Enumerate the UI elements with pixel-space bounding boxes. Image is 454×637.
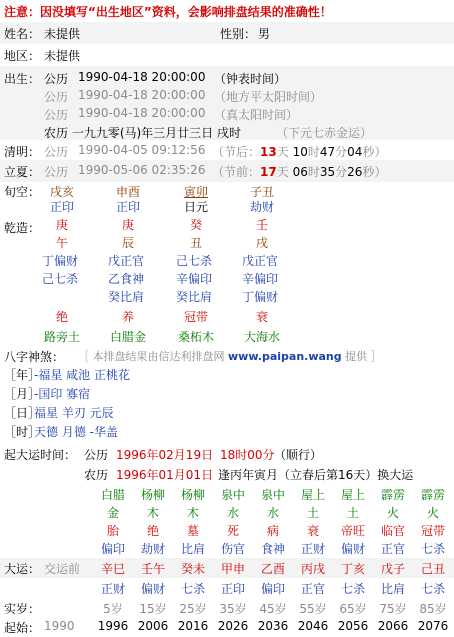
dayun-elem-4: 水 xyxy=(226,506,239,520)
year-val-6: 2046 xyxy=(297,619,329,633)
ss-hour-tag: ［时］ xyxy=(4,425,41,439)
qiyun-dir: （顺行） xyxy=(274,448,323,462)
age-val-4: 35岁 xyxy=(219,602,247,616)
birth-label: 出生： xyxy=(4,72,41,86)
birth-dt-1: 1990-04-18 20:00:00 xyxy=(78,70,206,84)
birth-dt-2: 1990-04-18 20:00:00 xyxy=(78,88,206,102)
hidden-y-2: 己七杀 xyxy=(42,272,79,286)
qingming-row xyxy=(0,140,454,162)
year-val-4: 2026 xyxy=(217,619,249,633)
ss-year-tag: ［年］ xyxy=(4,368,41,382)
dayun-ss2-2: 偏财 xyxy=(140,582,165,596)
birth-lunar: 农历 一九九零(马)年三月廿三日 戌时 xyxy=(44,126,241,140)
xunkong-day: 寅卯 xyxy=(183,185,208,199)
qiyun-label: 起大运时间： xyxy=(4,448,77,462)
dayun-nayin-5: 泉中 xyxy=(260,488,285,502)
dayun-ss2-5: 偏印 xyxy=(260,582,285,596)
stem-year: 庚 xyxy=(55,218,68,232)
lixia-label: 立夏： xyxy=(4,165,41,179)
nayin-year: 路旁土 xyxy=(43,330,80,344)
branch-day: 丑 xyxy=(189,236,202,250)
site-link[interactable]: www.paipan.wang xyxy=(228,350,342,363)
hidden-d-1: 己七杀 xyxy=(176,254,213,268)
qianzao-row xyxy=(0,216,454,256)
dayun-gz-5: 乙酉 xyxy=(260,562,285,576)
ss-day: 福星 羊刃 元辰 xyxy=(34,406,114,420)
stem-month: 庚 xyxy=(121,218,134,232)
dayun-nayin-6: 屋上 xyxy=(300,488,325,502)
dayun-ss-3: 比肩 xyxy=(180,542,205,556)
qiyun2-mid: 逢丙年寅月（立春后第16天）换大运 xyxy=(218,468,414,482)
qingming-dt: 1990-04-05 09:12:56 xyxy=(78,143,206,157)
birth-dt-3: 1990-04-18 20:00:00 xyxy=(78,106,206,120)
lixia-cal: 公历 xyxy=(44,165,69,179)
dayun-nayin-2: 杨柳 xyxy=(140,488,165,502)
hidden-h-2: 辛偏印 xyxy=(242,272,279,286)
dayun-ss-8: 正官 xyxy=(380,542,405,556)
nayin-month: 白腊金 xyxy=(109,330,146,344)
lixia-dt: 1990-05-06 02:35:26 xyxy=(78,163,206,177)
dayun-ss-6: 正财 xyxy=(300,542,325,556)
shishen-hour: 劫财 xyxy=(249,200,274,214)
dayun-elem-6: 土 xyxy=(306,506,319,520)
birth-block xyxy=(0,66,454,140)
age-label: 实岁： xyxy=(4,602,41,616)
age-val-1: 5岁 xyxy=(103,602,123,616)
cs-month: 养 xyxy=(121,310,134,324)
year-val-5: 2036 xyxy=(257,619,289,633)
hidden-stems xyxy=(0,252,454,308)
year-val-2: 2006 xyxy=(137,619,169,633)
cs-year: 绝 xyxy=(55,310,68,324)
age-val-5: 45岁 xyxy=(259,602,287,616)
hidden-d-2: 辛偏印 xyxy=(176,272,213,286)
age-val-8: 75岁 xyxy=(379,602,407,616)
dayun-nayin-8: 霹雳 xyxy=(380,488,405,502)
qiyun-row xyxy=(0,444,454,464)
dayun-cs-6: 衰 xyxy=(306,524,319,538)
xunkong-hour: 子丑 xyxy=(249,185,274,199)
dayun-ss2-9: 七杀 xyxy=(420,582,445,596)
xunkong-year: 戌亥 xyxy=(49,185,74,199)
year-val-9: 2076 xyxy=(417,619,449,633)
dayun-gz-7: 丁亥 xyxy=(340,562,365,576)
stem-day: 癸 xyxy=(189,218,202,232)
birth-cal-1: 公历 xyxy=(44,72,69,86)
cs-day: 冠带 xyxy=(183,310,208,324)
dayun-cs-2: 绝 xyxy=(146,524,159,538)
dayun-elem-3: 木 xyxy=(186,506,199,520)
region-label: 地区： xyxy=(4,49,41,63)
notice-text: 因没填写“出生地区”资料，会影响排盘结果的准确性！ xyxy=(40,5,332,19)
stem-hour: 壬 xyxy=(255,218,268,232)
dayun-gz-8: 戊子 xyxy=(380,562,405,576)
dayun-ss-7: 偏财 xyxy=(340,542,365,556)
year-val-3: 2016 xyxy=(177,619,209,633)
changsheng-row xyxy=(0,308,454,328)
age-val-7: 65岁 xyxy=(339,602,367,616)
branch-hour: 戌 xyxy=(255,236,268,250)
dayun-ss2-7: 七杀 xyxy=(340,582,365,596)
xunkong-label: 旬空： xyxy=(4,185,41,199)
pillar-shensha xyxy=(0,366,454,446)
dayun-gz-6: 丙戌 xyxy=(300,562,325,576)
dayun-ss2-4: 正印 xyxy=(220,582,245,596)
dayun-elem-1: 金 xyxy=(106,506,119,520)
shensha-note: ［ 本排盘结果由信达利排盘网 www.paipan.wang 提供 ］ xyxy=(78,350,382,363)
shishen-year: 正印 xyxy=(49,200,74,214)
name-value: 未提供 xyxy=(44,27,81,41)
gender-value: 男 xyxy=(258,27,271,41)
dayun-ss2-6: 正官 xyxy=(300,582,325,596)
age-val-9: 85岁 xyxy=(419,602,447,616)
dayun-ss-1: 偏印 xyxy=(100,542,125,556)
qiyun-time: 18时00分 xyxy=(220,448,275,462)
dayun-ss2-8: 比肩 xyxy=(380,582,405,596)
qiyun2-cal: 农历 xyxy=(84,468,109,482)
dayun-cs-7: 帝旺 xyxy=(340,524,365,538)
dayun-ss2-3: 七杀 xyxy=(180,582,205,596)
dayun-label: 大运： xyxy=(4,562,41,576)
region-row xyxy=(0,44,454,66)
hidden-y-1: 丁偏财 xyxy=(42,254,79,268)
dayun-cs-1: 胎 xyxy=(106,524,119,538)
notice-label: 注意： xyxy=(4,5,41,19)
ss-year: -福星 咸池 正桃花 xyxy=(34,368,130,382)
ss-month: -国印 寡宿 xyxy=(34,387,91,401)
birth-cal-2: 公历 xyxy=(44,90,69,104)
dayun-cs-9: 冠带 xyxy=(420,524,445,538)
dayun-nayin-3: 杨柳 xyxy=(180,488,205,502)
cs-hour: 衰 xyxy=(255,310,268,324)
birth-note-3: （真太阳时间） xyxy=(214,108,299,122)
qingming-delta: （节后：13天 10时47分04秒） xyxy=(212,145,387,159)
year-val-1: 1996 xyxy=(97,619,129,633)
ss-day-tag: ［日］ xyxy=(4,406,41,420)
dayun-gz-1: 辛巳 xyxy=(100,562,125,576)
age-val-6: 55岁 xyxy=(299,602,327,616)
branch-month: 辰 xyxy=(121,236,134,250)
name-row xyxy=(0,22,454,44)
dayun-ss-9: 七杀 xyxy=(420,542,445,556)
name-label: 姓名： xyxy=(4,27,41,41)
dayun-ss-5: 食神 xyxy=(260,542,285,556)
dayun-elem-8: 火 xyxy=(386,506,399,520)
dayun-cs-5: 病 xyxy=(266,524,279,538)
birth-cal-3: 公历 xyxy=(44,108,69,122)
hidden-m-3: 癸比肩 xyxy=(108,290,145,304)
hidden-m-1: 戊正官 xyxy=(108,254,145,268)
dayun-gz-4: 甲申 xyxy=(220,562,245,576)
shensha-row xyxy=(0,346,454,366)
dayun-ss-4: 伤官 xyxy=(220,542,245,556)
qingming-cal: 公历 xyxy=(44,145,69,159)
dayun-ss-2: 劫财 xyxy=(140,542,165,556)
year-val-7: 2056 xyxy=(337,619,369,633)
dayun-first: 交运前 xyxy=(44,562,81,576)
region-value: 未提供 xyxy=(44,49,81,63)
dayun-ss2-1: 正财 xyxy=(100,582,125,596)
xunkong-month: 申酉 xyxy=(115,185,140,199)
birth-lunar-note: （下元七赤金运） xyxy=(276,126,373,140)
gender-label: 性别： xyxy=(220,27,257,41)
year-first: 1990 xyxy=(44,619,75,633)
dayun-elem-5: 水 xyxy=(266,506,279,520)
dayun-nayin-4: 泉中 xyxy=(220,488,245,502)
hidden-h-3: 丁偏财 xyxy=(242,290,279,304)
notice-row xyxy=(0,0,454,22)
branch-year: 午 xyxy=(55,236,68,250)
birth-note-1: （钟表时间） xyxy=(214,72,287,86)
dayun-gz-2: 壬午 xyxy=(140,562,165,576)
dayun-elem-7: 土 xyxy=(346,506,359,520)
qiyun-date: 1996年02月19日 xyxy=(116,448,214,462)
dayun-nayin-1: 白腊 xyxy=(100,488,125,502)
qianzao-label: 乾造： xyxy=(4,221,41,235)
shensha-label: 八字神煞： xyxy=(4,350,65,364)
dayun-cs-8: 临官 xyxy=(380,524,405,538)
ss-hour: 天德 月德 -华盖 xyxy=(34,425,118,439)
age-val-2: 15岁 xyxy=(139,602,167,616)
shishen-day: 日元 xyxy=(183,200,208,214)
year-val-8: 2066 xyxy=(377,619,409,633)
nayin-day: 桑柘木 xyxy=(177,330,214,344)
dayun-elem-2: 木 xyxy=(146,506,159,520)
qiyun2-date: 1996年01月01日 xyxy=(116,468,214,482)
dayun-elem-9: 火 xyxy=(426,506,439,520)
lixia-delta: （节前：17天 06时35分26秒） xyxy=(212,165,387,179)
qiyun2-row xyxy=(0,464,454,484)
dayun-nayin-7: 屋上 xyxy=(340,488,365,502)
hidden-m-2: 乙食神 xyxy=(108,272,145,286)
age-val-3: 25岁 xyxy=(179,602,207,616)
dayun-cs-4: 死 xyxy=(226,524,239,538)
birth-note-2: （地方平太阳时间） xyxy=(214,90,323,104)
dayun-gz-9: 己丑 xyxy=(420,562,445,576)
nayin-row xyxy=(0,328,454,348)
hidden-h-1: 戊正官 xyxy=(242,254,279,268)
dayun-nayin-9: 霹雳 xyxy=(420,488,445,502)
qiyun-cal: 公历 xyxy=(84,448,109,462)
nayin-hour: 大海水 xyxy=(243,330,280,344)
dayun-cs-3: 墓 xyxy=(186,524,199,538)
qingming-label: 清明： xyxy=(4,145,41,159)
xunkong-row xyxy=(0,180,454,200)
year-label: 起始： xyxy=(4,621,41,635)
shishen-month: 正印 xyxy=(115,200,140,214)
shishen-top-row xyxy=(0,198,454,216)
hidden-d-3: 癸比肩 xyxy=(176,290,213,304)
lixia-row xyxy=(0,160,454,182)
ss-month-tag: ［月］ xyxy=(4,387,41,401)
dayun-gz-3: 癸未 xyxy=(180,562,205,576)
